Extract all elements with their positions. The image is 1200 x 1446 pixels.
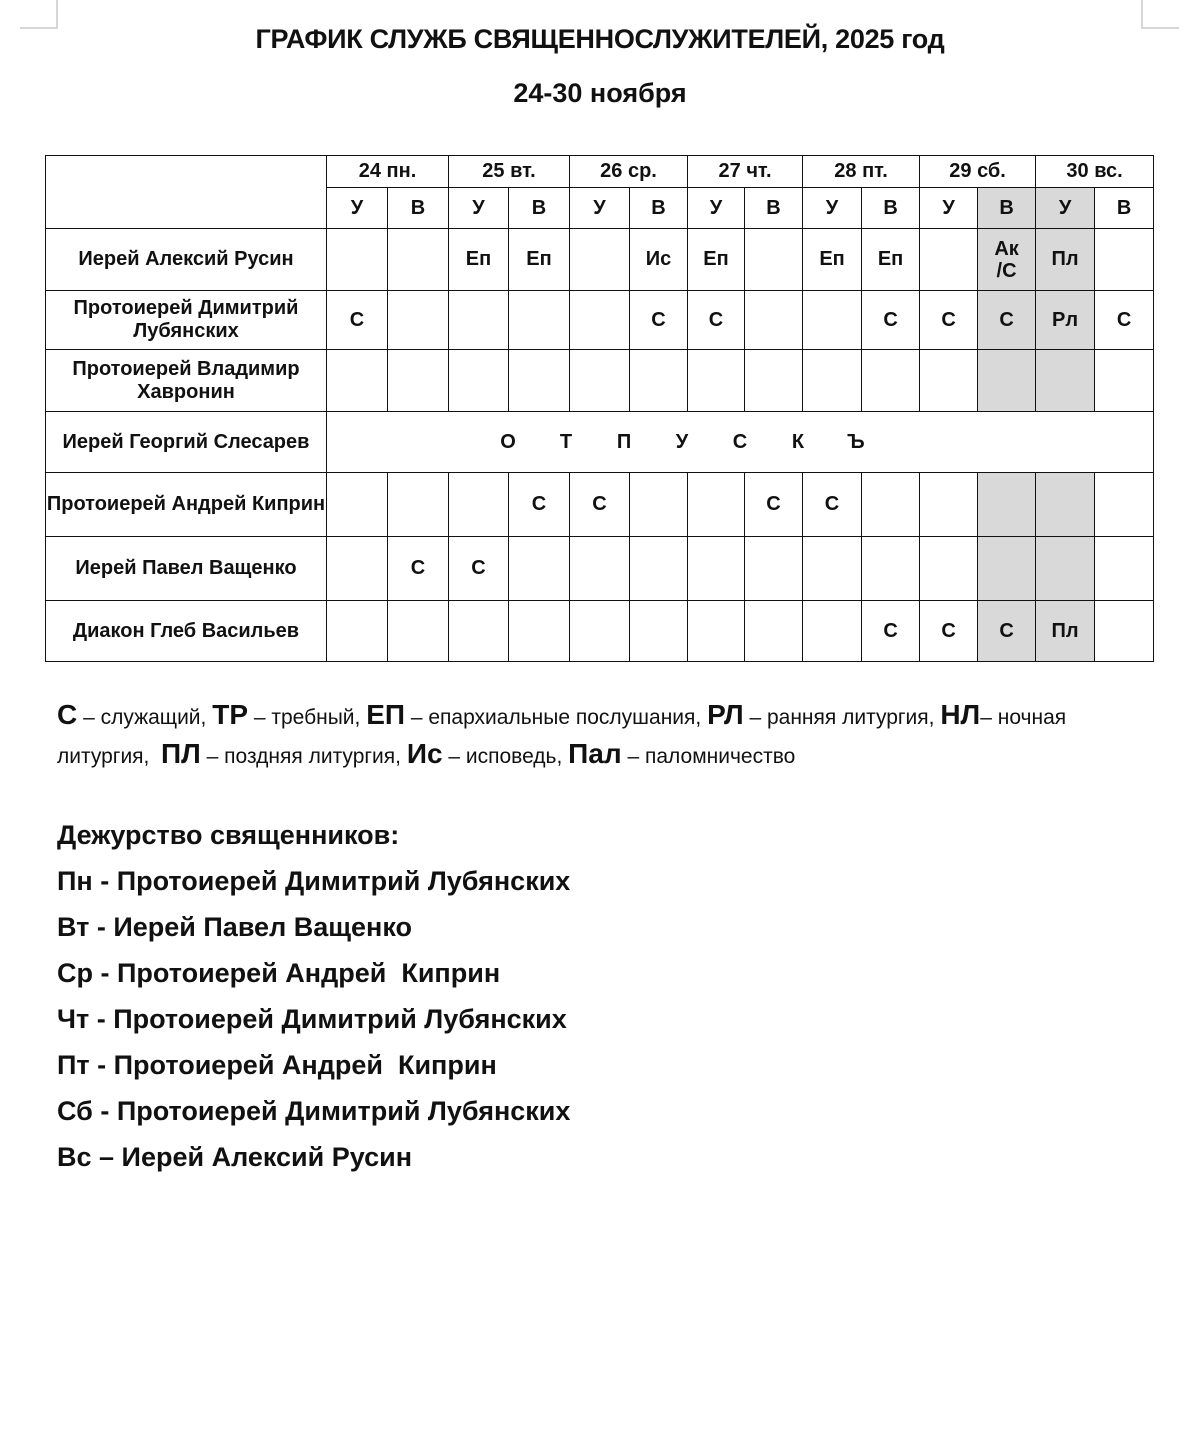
legend-text: – служащий, xyxy=(77,706,213,729)
schedule-cell xyxy=(509,601,570,662)
schedule-cell: Еп xyxy=(862,229,920,291)
slot-header: У xyxy=(1036,188,1095,229)
clergy-name: Иерей Георгий Слесарев xyxy=(46,412,327,473)
table-row xyxy=(46,350,1154,412)
schedule-cell: С xyxy=(1095,291,1154,350)
schedule-cell: С xyxy=(920,601,978,662)
legend-abbr: ТР xyxy=(212,699,248,730)
duty-heading: Дежурство священников: xyxy=(57,820,400,850)
schedule-cell: С xyxy=(509,473,570,537)
duty-line: Сб - Протоиерей Димитрий Лубянских xyxy=(57,1096,571,1126)
schedule-cell xyxy=(803,537,862,601)
schedule-cell xyxy=(688,350,745,412)
legend-text: – ранняя литургия, xyxy=(743,706,941,729)
slot-header: В xyxy=(862,188,920,229)
duty-line: Чт - Протоиерей Димитрий Лубянских xyxy=(57,1004,567,1034)
schedule-cell: С xyxy=(745,473,803,537)
schedule-cell xyxy=(745,291,803,350)
legend-text: – епархиальные послушания, xyxy=(405,706,708,729)
day-header: 26 ср. xyxy=(570,156,688,188)
schedule-cell: Рл xyxy=(1036,291,1095,350)
schedule-cell: С xyxy=(978,601,1036,662)
legend-abbr: НЛ xyxy=(940,699,981,730)
duty-line: Ср - Протоиерей Андрей Киприн xyxy=(57,958,501,988)
schedule-cell xyxy=(449,473,509,537)
day-header: 30 вс. xyxy=(1036,156,1154,188)
schedule-cell xyxy=(449,350,509,412)
table-row xyxy=(46,229,1154,291)
vacation-letter: О xyxy=(500,430,516,453)
document-subtitle: 24-30 ноября xyxy=(513,78,687,108)
schedule-cell xyxy=(1036,537,1095,601)
schedule-cell xyxy=(745,601,803,662)
schedule-cell: Еп xyxy=(803,229,862,291)
schedule-cell xyxy=(745,537,803,601)
legend-text: – исповедь, xyxy=(442,745,569,768)
slot-header: В xyxy=(978,188,1036,229)
day-header: 24 пн. xyxy=(327,156,449,188)
schedule-cell xyxy=(388,473,449,537)
slot-header: В xyxy=(388,188,449,229)
schedule-cell xyxy=(862,473,920,537)
schedule-cell xyxy=(978,350,1036,412)
slot-header: У xyxy=(803,188,862,229)
schedule-cell xyxy=(688,601,745,662)
schedule-cell xyxy=(803,291,862,350)
vacation-letter: Ъ xyxy=(847,430,865,453)
schedule-cell: С xyxy=(388,537,449,601)
vacation-letter: К xyxy=(791,430,805,453)
schedule-cell xyxy=(745,350,803,412)
schedule-cell: С xyxy=(862,601,920,662)
schedule-cell xyxy=(862,537,920,601)
schedule-cell xyxy=(803,601,862,662)
vacation-cell xyxy=(327,412,1154,473)
legend-abbr: ЕП xyxy=(366,699,406,730)
schedule-cell xyxy=(978,537,1036,601)
schedule-cell xyxy=(978,473,1036,537)
schedule-cell xyxy=(388,350,449,412)
clergy-name: Диакон Глеб Васильев xyxy=(46,601,327,662)
day-header-row xyxy=(46,156,1154,188)
slot-header: У xyxy=(570,188,630,229)
schedule-cell: С xyxy=(630,291,688,350)
schedule-cell: С xyxy=(862,291,920,350)
schedule-cell xyxy=(630,601,688,662)
duty-line: Вс – Иерей Алексий Русин xyxy=(57,1142,413,1172)
schedule-cell xyxy=(1036,350,1095,412)
schedule-cell xyxy=(1095,229,1154,291)
schedule-cell xyxy=(570,291,630,350)
schedule-cell xyxy=(1095,601,1154,662)
day-header: 28 пт. xyxy=(803,156,920,188)
schedule-cell xyxy=(509,537,570,601)
corner-cell xyxy=(46,156,327,229)
schedule-cell xyxy=(1095,537,1154,601)
schedule-cell: С xyxy=(978,291,1036,350)
schedule-cell xyxy=(449,291,509,350)
schedule-cell: Еп xyxy=(509,229,570,291)
vacation-letter: Т xyxy=(559,430,573,453)
schedule-cell: Пл xyxy=(1036,601,1095,662)
schedule-cell xyxy=(570,229,630,291)
slot-header: У xyxy=(449,188,509,229)
slot-header: У xyxy=(688,188,745,229)
vacation-letter: С xyxy=(732,430,748,453)
schedule-cell: Ис xyxy=(630,229,688,291)
schedule-cell xyxy=(688,537,745,601)
schedule-cell: С xyxy=(449,537,509,601)
schedule-cell: С xyxy=(327,291,388,350)
legend-abbr: Ис xyxy=(406,738,443,769)
table-row xyxy=(46,412,1154,473)
schedule-table xyxy=(45,155,1154,662)
slot-header: У xyxy=(920,188,978,229)
schedule-cell: С xyxy=(570,473,630,537)
vacation-letter: П xyxy=(616,430,632,453)
vacation-letter: У xyxy=(675,430,689,453)
schedule-cell xyxy=(449,601,509,662)
clergy-name: Иерей Алексий Русин xyxy=(46,229,327,291)
schedule-cell xyxy=(630,473,688,537)
table-row xyxy=(46,537,1154,601)
duty-line: Вт - Иерей Павел Ващенко xyxy=(57,912,412,942)
duty-list xyxy=(57,812,570,1180)
schedule-cell xyxy=(1036,473,1095,537)
schedule-cell: Пл xyxy=(1036,229,1095,291)
schedule-cell xyxy=(327,350,388,412)
clergy-name: Иерей Павел Ващенко xyxy=(46,537,327,601)
schedule-cell xyxy=(688,473,745,537)
slot-header: В xyxy=(509,188,570,229)
legend-abbr: С xyxy=(57,699,78,730)
schedule-cell: С xyxy=(803,473,862,537)
legend-text: – поздняя литургия, xyxy=(200,745,407,768)
schedule-cell xyxy=(327,537,388,601)
schedule-cell xyxy=(570,350,630,412)
schedule-cell xyxy=(570,537,630,601)
duty-line: Пт - Протоиерей Андрей Киприн xyxy=(57,1050,497,1080)
schedule-cell xyxy=(1095,350,1154,412)
table-row xyxy=(46,291,1154,350)
slot-header: У xyxy=(327,188,388,229)
schedule-cell xyxy=(862,350,920,412)
schedule-cell xyxy=(388,601,449,662)
legend-text: – паломничество xyxy=(621,745,796,768)
schedule-cell xyxy=(327,229,388,291)
schedule-cell xyxy=(630,350,688,412)
day-header: 25 вт. xyxy=(449,156,570,188)
schedule-cell xyxy=(920,229,978,291)
legend-text: – требный, xyxy=(248,706,367,729)
legend-text: – ночная литургия, xyxy=(57,706,1072,768)
day-header: 29 сб. xyxy=(920,156,1036,188)
duty-line: Пн - Протоиерей Димитрий Лубянских xyxy=(57,866,571,896)
schedule-cell xyxy=(509,350,570,412)
table-row xyxy=(46,473,1154,537)
legend xyxy=(57,697,1157,775)
legend-abbr: ПЛ xyxy=(161,738,201,769)
schedule-cell xyxy=(509,291,570,350)
slot-header: В xyxy=(1095,188,1154,229)
slot-header: В xyxy=(745,188,803,229)
schedule-cell: С xyxy=(688,291,745,350)
schedule-cell xyxy=(570,601,630,662)
slot-header: В xyxy=(630,188,688,229)
schedule-cell xyxy=(920,350,978,412)
schedule-cell: С xyxy=(920,291,978,350)
legend-abbr: Пал xyxy=(568,738,622,769)
schedule-cell xyxy=(1095,473,1154,537)
schedule-cell xyxy=(920,473,978,537)
legend-abbr: РЛ xyxy=(707,699,744,730)
schedule-cell xyxy=(388,229,449,291)
schedule-cell xyxy=(327,601,388,662)
schedule-cell xyxy=(920,537,978,601)
schedule-cell xyxy=(327,473,388,537)
schedule-cell xyxy=(745,229,803,291)
document-title: ГРАФИК СЛУЖБ СВЯЩЕННОСЛУЖИТЕЛЕЙ, 2025 год xyxy=(255,24,945,54)
table-row xyxy=(46,601,1154,662)
schedule-cell: Ак /С xyxy=(978,229,1036,291)
clergy-name: Протоиерей Андрей Киприн xyxy=(46,473,327,537)
schedule-cell xyxy=(388,291,449,350)
schedule-cell: Еп xyxy=(449,229,509,291)
clergy-name: Протоиерей Димитрий Лубянских xyxy=(46,291,327,350)
schedule-cell xyxy=(630,537,688,601)
schedule-cell: Еп xyxy=(688,229,745,291)
day-header: 27 чт. xyxy=(688,156,803,188)
clergy-name: Протоиерей Владимир Хавронин xyxy=(46,350,327,412)
schedule-cell xyxy=(803,350,862,412)
